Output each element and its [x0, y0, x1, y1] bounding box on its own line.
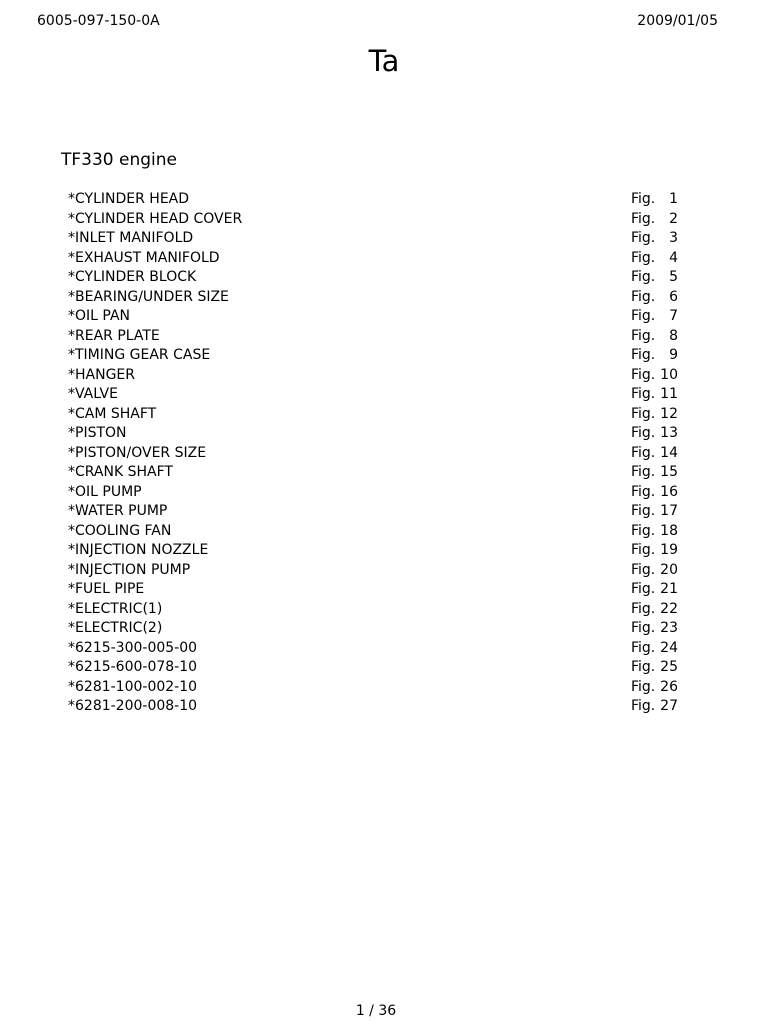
toc-entry-label: *ELECTRIC(2)	[68, 620, 163, 636]
figure-number: 19	[660, 542, 678, 558]
toc-entry-label: *EXHAUST MANIFOLD	[68, 249, 220, 266]
toc-entry-figure-ref	[631, 268, 678, 288]
figure-prefix: Fig.	[631, 288, 656, 305]
figure-number: 17	[660, 503, 678, 519]
toc-entry-label: *INJECTION PUMP	[68, 561, 191, 578]
toc-entry-label: *BEARING/UNDER SIZE	[68, 288, 229, 305]
figure-prefix: Fig.	[631, 483, 656, 500]
toc-entry-figure-ref	[631, 424, 678, 444]
toc-entry[interactable]	[68, 561, 688, 581]
toc-entry[interactable]	[68, 424, 688, 444]
toc-entry[interactable]	[68, 249, 688, 269]
figure-prefix: Fig.	[631, 542, 656, 558]
toc-entry-label: *TIMING GEAR CASE	[68, 347, 211, 363]
figure-number: 20	[660, 561, 678, 578]
figure-number: 5	[669, 269, 678, 285]
toc-entry[interactable]	[68, 619, 688, 639]
figure-prefix: Fig.	[631, 444, 656, 461]
figure-number: 22	[660, 600, 678, 617]
toc-entry-figure-ref	[631, 678, 678, 698]
page-number: 1 / 36	[355, 1003, 397, 1019]
figure-number: 15	[660, 464, 678, 480]
figure-number: 18	[660, 522, 678, 539]
figure-prefix: Fig.	[631, 249, 656, 266]
toc-entry[interactable]	[68, 229, 688, 249]
toc-entry-label: *COOLING FAN	[68, 522, 172, 539]
figure-number: 3	[669, 230, 678, 246]
figure-number: 16	[660, 483, 678, 500]
toc-entry[interactable]	[68, 463, 688, 483]
toc-entry[interactable]	[68, 288, 688, 308]
figure-prefix: Fig.	[631, 269, 656, 285]
toc-entry-figure-ref	[631, 366, 678, 386]
toc-entry-label: *INJECTION NOZZLE	[68, 542, 209, 558]
figure-prefix: Fig.	[631, 581, 656, 597]
figure-prefix: Fig.	[631, 503, 656, 519]
figure-prefix: Fig.	[631, 210, 656, 227]
figure-prefix: Fig.	[631, 425, 656, 441]
figure-number: 25	[660, 659, 678, 675]
toc-entry-label: *OIL PAN	[68, 308, 130, 324]
toc-entry-figure-ref	[631, 385, 678, 405]
toc-entry[interactable]	[68, 444, 688, 464]
toc-entry[interactable]	[68, 580, 688, 600]
toc-entry[interactable]	[68, 190, 688, 210]
toc-entry-label: *ELECTRIC(1)	[68, 600, 163, 617]
toc-entry-figure-ref	[631, 541, 678, 561]
toc-entry-figure-ref	[631, 346, 678, 366]
figure-number: 23	[660, 620, 678, 636]
toc-entry-label: *CYLINDER HEAD	[68, 191, 190, 207]
toc-entry[interactable]	[68, 385, 688, 405]
toc-entry[interactable]	[68, 405, 688, 425]
toc-entry-figure-ref	[631, 658, 678, 678]
toc-entry-figure-ref	[631, 502, 678, 522]
figure-number: 8	[669, 327, 678, 344]
document-date: 2009/01/05	[637, 13, 718, 29]
toc-entry[interactable]	[68, 268, 688, 288]
figure-number: 10	[660, 366, 678, 383]
figure-prefix: Fig.	[631, 639, 656, 656]
toc-entry[interactable]	[68, 502, 688, 522]
document-id: 6005-097-150-0A	[37, 13, 160, 29]
toc-entry-label: *REAR PLATE	[68, 327, 160, 344]
figure-number: 9	[669, 347, 678, 363]
toc-entry[interactable]	[68, 541, 688, 561]
toc-entry[interactable]	[68, 346, 688, 366]
figure-prefix: Fig.	[631, 620, 656, 636]
toc-entry-label: *6215-600-078-10	[68, 659, 198, 675]
figure-prefix: Fig.	[631, 366, 656, 383]
figure-prefix: Fig.	[631, 191, 656, 207]
figure-number: 14	[660, 444, 678, 461]
toc-entry[interactable]	[68, 327, 688, 347]
figure-prefix: Fig.	[631, 347, 656, 363]
toc-entry-label: *HANGER	[68, 366, 135, 383]
toc-entry-figure-ref	[631, 561, 678, 581]
table-of-contents	[68, 190, 688, 717]
figure-prefix: Fig.	[631, 522, 656, 539]
toc-entry-figure-ref	[631, 288, 678, 308]
toc-entry[interactable]	[68, 600, 688, 620]
page-title: Ta	[368, 44, 400, 78]
toc-entry-label: *CYLINDER HEAD COVER	[68, 210, 243, 227]
toc-entry-figure-ref	[631, 483, 678, 503]
toc-entry-figure-ref	[631, 444, 678, 464]
figure-prefix: Fig.	[631, 327, 656, 344]
toc-entry[interactable]	[68, 366, 688, 386]
figure-prefix: Fig.	[631, 561, 656, 578]
figure-prefix: Fig.	[631, 308, 656, 324]
toc-entry-label: *6281-100-002-10	[68, 678, 198, 695]
figure-prefix: Fig.	[631, 678, 656, 695]
figure-number: 1	[669, 191, 678, 207]
toc-entry[interactable]	[68, 210, 688, 230]
figure-number: 12	[660, 405, 678, 422]
toc-entry-label: *6281-200-008-10	[68, 698, 198, 714]
toc-entry-label: *OIL PUMP	[68, 483, 142, 500]
figure-number: 11	[660, 386, 678, 402]
toc-entry-figure-ref	[631, 580, 678, 600]
toc-entry-label: *WATER PUMP	[68, 503, 168, 519]
toc-entry-figure-ref	[631, 249, 678, 269]
figure-number: 7	[669, 308, 678, 324]
toc-entry[interactable]	[68, 307, 688, 327]
toc-entry[interactable]	[68, 678, 688, 698]
toc-entry-label: *6215-300-005-00	[68, 639, 198, 656]
toc-entry[interactable]	[68, 639, 688, 659]
toc-entry-figure-ref	[631, 463, 678, 483]
toc-entry-label: *VALVE	[68, 386, 118, 402]
toc-entry-figure-ref	[631, 190, 678, 210]
toc-entry-figure-ref	[631, 600, 678, 620]
toc-entry[interactable]	[68, 697, 688, 717]
figure-prefix: Fig.	[631, 386, 656, 402]
toc-entry-figure-ref	[631, 522, 678, 542]
toc-entry-label: *INLET MANIFOLD	[68, 230, 194, 246]
toc-entry-label: *CYLINDER BLOCK	[68, 269, 197, 285]
figure-prefix: Fig.	[631, 600, 656, 617]
toc-entry[interactable]	[68, 483, 688, 503]
figure-prefix: Fig.	[631, 230, 656, 246]
toc-entry-label: *CAM SHAFT	[68, 405, 157, 422]
figure-number: 21	[660, 581, 678, 597]
figure-prefix: Fig.	[631, 464, 656, 480]
section-title: TF330 engine	[61, 150, 177, 170]
toc-entry-figure-ref	[631, 697, 678, 717]
toc-entry-label: *FUEL PIPE	[68, 581, 145, 597]
toc-entry-figure-ref	[631, 210, 678, 230]
toc-entry[interactable]	[68, 658, 688, 678]
figure-number: 6	[669, 288, 678, 305]
toc-entry-figure-ref	[631, 327, 678, 347]
figure-number: 2	[669, 210, 678, 227]
figure-prefix: Fig.	[631, 698, 656, 714]
toc-entry-figure-ref	[631, 619, 678, 639]
toc-entry-figure-ref	[631, 229, 678, 249]
toc-entry-figure-ref	[631, 405, 678, 425]
figure-prefix: Fig.	[631, 405, 656, 422]
toc-entry[interactable]	[68, 522, 688, 542]
figure-number: 24	[660, 639, 678, 656]
figure-number: 26	[660, 678, 678, 695]
toc-entry-figure-ref	[631, 639, 678, 659]
figure-number: 13	[660, 425, 678, 441]
figure-number: 27	[660, 698, 678, 714]
toc-entry-label: *CRANK SHAFT	[68, 464, 173, 480]
toc-entry-label: *PISTON/OVER SIZE	[68, 444, 207, 461]
figure-number: 4	[669, 249, 678, 266]
toc-entry-label: *PISTON	[68, 425, 127, 441]
toc-entry-figure-ref	[631, 307, 678, 327]
figure-prefix: Fig.	[631, 659, 656, 675]
